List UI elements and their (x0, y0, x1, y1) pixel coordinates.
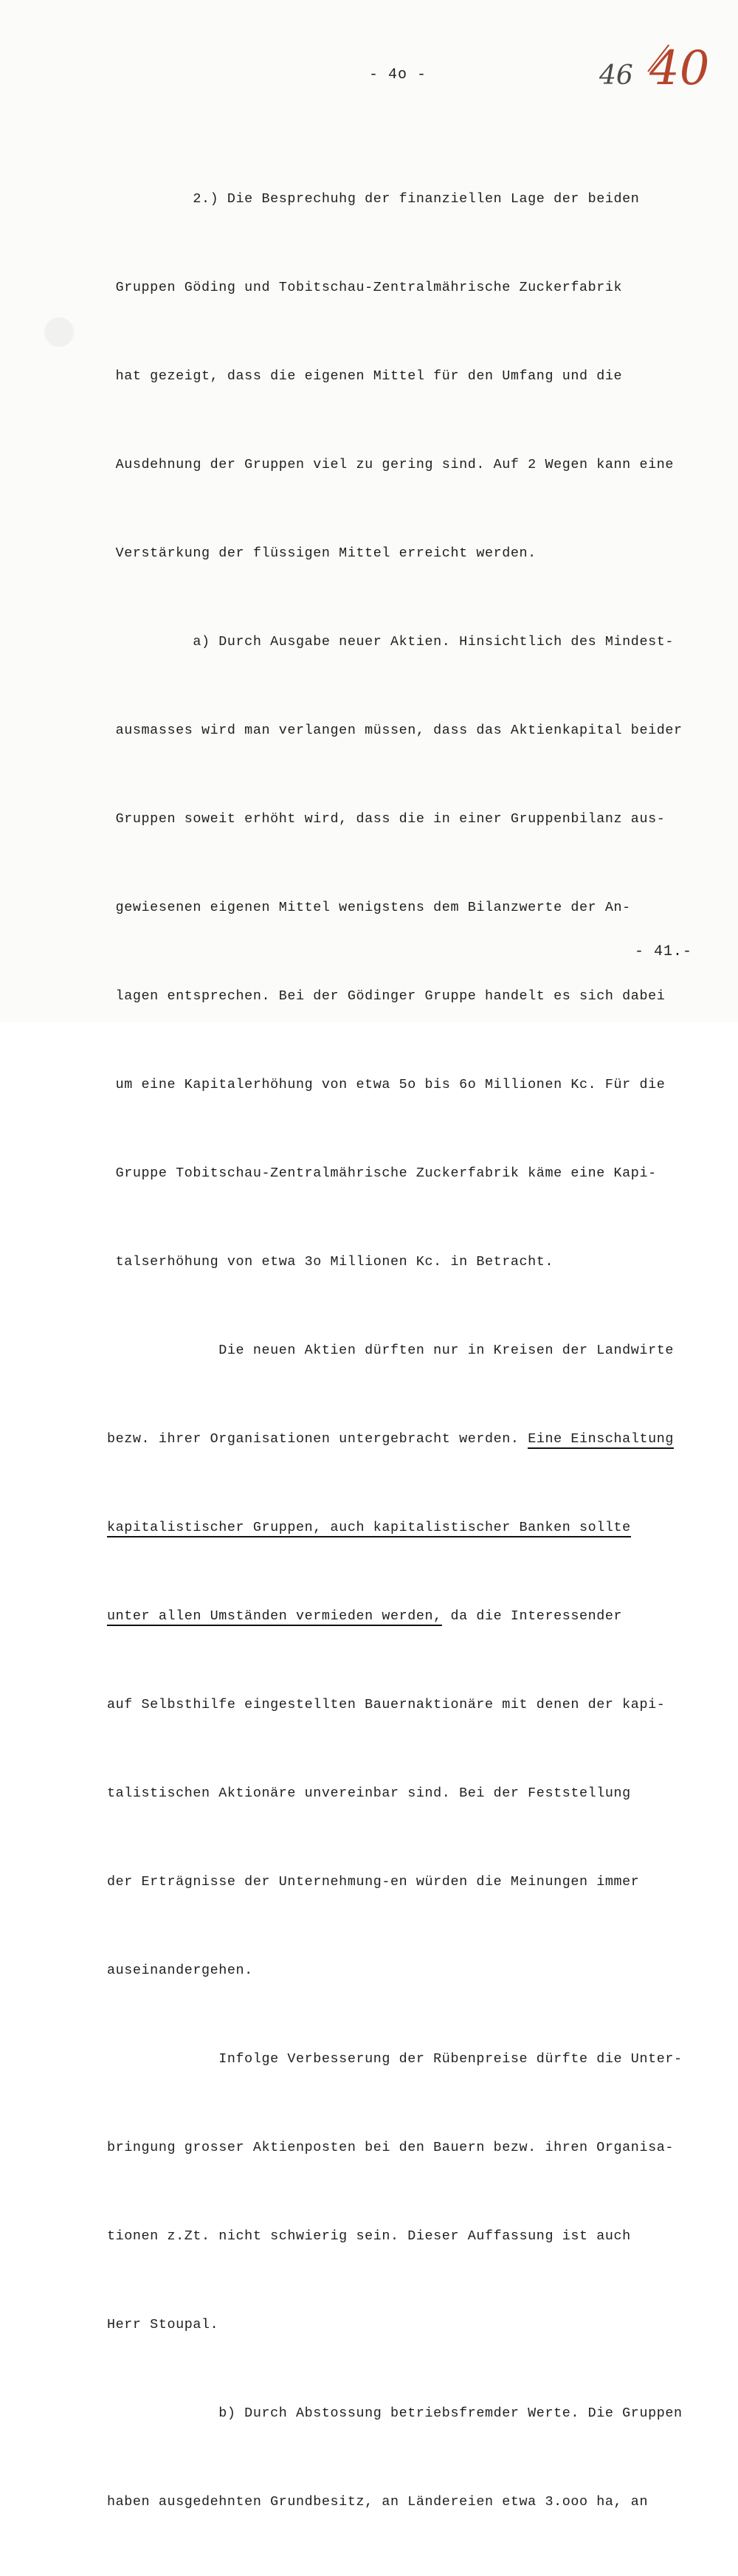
text-line: um eine Kapitalerhöhung von etwa 5o bis 6o Millionen Kc. Für die (107, 1077, 666, 1092)
text-segment: bezw. ihrer Organisationen untergebracht werden. (107, 1431, 528, 1447)
underlined-text: unter allen Umständen vermieden werden, (107, 1608, 442, 1626)
text-line: Verstärkung der flüssigen Mittel erreicht werden. (107, 545, 537, 561)
underlined-text: kapitalistischer Gruppen, auch kapitalistischer Banken sollte (107, 1520, 631, 1537)
text-line: tionen z.Zt. nicht schwierig sein. Dieser Auffassung ist auch (107, 2228, 631, 2244)
text-line: auseinandergehen. (107, 1963, 253, 1978)
text-line: hat gezeigt, dass die eigenen Mittel für den Umfang und die (107, 368, 623, 384)
text-line: Gruppen soweit erhöht wird, dass die in einer Gruppenbilanz aus- (107, 811, 666, 827)
text-line: b) Durch Abstossung betriebsfremder Werte. Die Gruppen (107, 2405, 683, 2421)
text-line: Infolge Verbesserung der Rübenpreise dürfte die Unter- (107, 2051, 683, 2067)
text-line: talistischen Aktionäre unvereinbar sind. Bei der Feststellung (107, 1785, 631, 1801)
text-line: der Erträgnisse der Unternehmung-en würden die Meinungen immer (107, 1874, 640, 1890)
page-number: - 4o - (369, 66, 427, 83)
text-line: Ausdehnung der Gruppen viel zu gering sind. Auf 2 Wegen kann eine (107, 457, 674, 472)
punch-hole-mark (44, 317, 74, 347)
text-line: talserhöhung von etwa 3o Millionen Kc. in Betracht. (107, 1254, 554, 1270)
text-line: a) Durch Ausgabe neuer Aktien. Hinsichtlich des Mindest- (107, 634, 674, 650)
text-line (107, 1425, 720, 1454)
text-line: lagen entsprechen. Bei der Gödinger Gruppe handelt es sich dabei (107, 988, 666, 1004)
text-line (107, 1602, 720, 1631)
text-line: haben ausgedehnten Grundbesitz, an Ländereien etwa 3.ooo ha, an (107, 2494, 649, 2510)
body-text (107, 125, 720, 2576)
text-line: Gruppen Göding und Tobitschau-Zentralmährische Zuckerfabrik (107, 280, 623, 295)
text-line: Herr Stoupal. (107, 2317, 219, 2332)
next-page-indicator: - 41.- (635, 943, 693, 960)
text-line: Die neuen Aktien dürften nur in Kreisen der Landwirte (107, 1343, 674, 1358)
text-line: gewiesenen eigenen Mittel wenigstens dem Bilanzwerte der An- (107, 900, 631, 915)
text-line: ausmasses wird man verlangen müssen, dass das Aktienkapital beider (107, 723, 683, 738)
text-line: bringung grosser Aktienposten bei den Bauern bezw. ihren Organisa- (107, 2140, 674, 2155)
underlined-text: Eine Einschaltung (528, 1431, 674, 1449)
text-line: Gruppe Tobitschau-Zentralmährische Zuckerfabrik käme eine Kapi- (107, 1165, 657, 1181)
handwritten-old-page-number: 46 (599, 61, 633, 91)
text-line: 2.) Die Besprechuhg der finanziellen Lage der beiden (107, 191, 640, 207)
handwritten-new-page-number: 40 (649, 41, 710, 96)
text-segment: da die Interessender (441, 1608, 623, 1624)
text-line (107, 1513, 720, 1543)
text-line: auf Selbsthilfe eingestellten Bauernaktionäre mit denen der kapi- (107, 1697, 666, 1712)
